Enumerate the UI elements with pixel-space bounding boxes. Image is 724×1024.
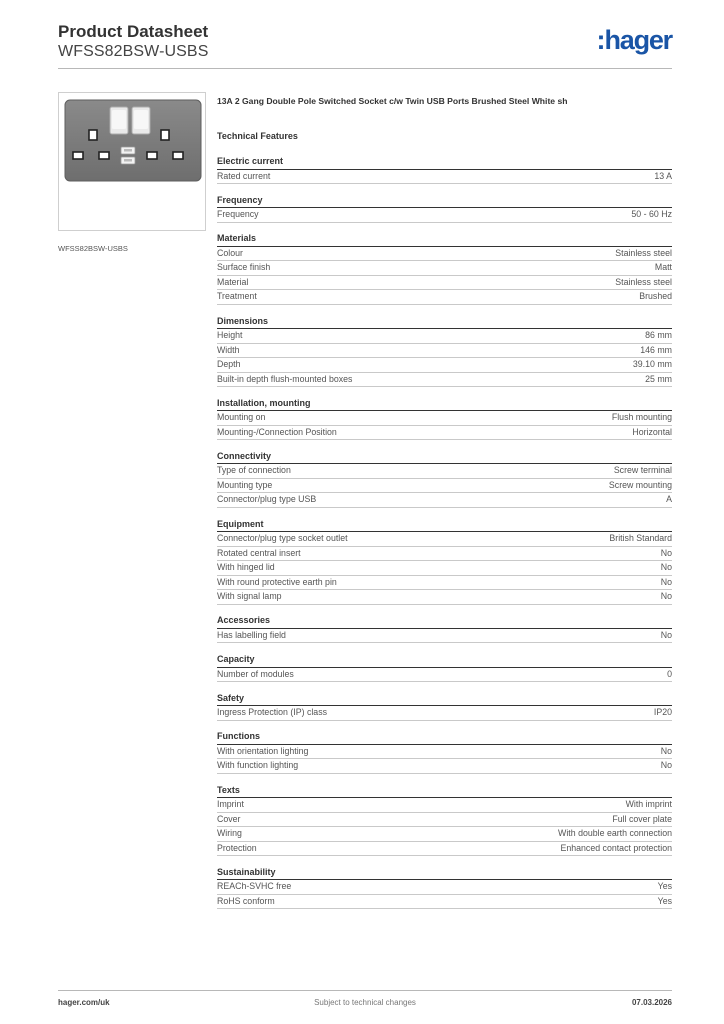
feature-value: Screw mounting (608, 479, 672, 490)
feature-row (217, 895, 672, 910)
feature-section (217, 730, 672, 774)
feature-row (217, 576, 672, 591)
feature-label: Connector/plug type socket outlet (217, 533, 348, 544)
feature-value: No (660, 576, 672, 587)
feature-row (217, 827, 672, 842)
feature-row (217, 561, 672, 576)
feature-value: With imprint (625, 799, 672, 810)
feature-label: Colour (217, 247, 243, 258)
technical-features-heading: Technical Features (217, 131, 298, 141)
feature-sections (217, 155, 672, 909)
feature-value: 0 (667, 668, 672, 679)
feature-value: No (660, 629, 672, 640)
feature-section (217, 614, 672, 643)
feature-row (217, 798, 672, 813)
logo-text: hager (604, 25, 672, 55)
datasheet-title: Product Datasheet (58, 22, 209, 41)
feature-label: Frequency (217, 209, 259, 220)
feature-label: Ingress Protection (IP) class (217, 707, 327, 718)
feature-label: Treatment (217, 291, 257, 302)
feature-row (217, 208, 672, 223)
section-title: Equipment (217, 518, 672, 533)
feature-value: Horizontal (632, 426, 672, 437)
feature-row (217, 373, 672, 388)
feature-value: Stainless steel (615, 247, 672, 258)
feature-row (217, 532, 672, 547)
feature-section (217, 315, 672, 388)
feature-row (217, 668, 672, 683)
feature-label: Imprint (217, 799, 244, 810)
feature-row (217, 880, 672, 895)
section-title: Functions (217, 730, 672, 745)
feature-value: Screw terminal (613, 465, 672, 476)
feature-row (217, 261, 672, 276)
feature-value: Stainless steel (615, 276, 672, 287)
feature-row (217, 426, 672, 441)
feature-label: Number of modules (217, 668, 294, 679)
feature-label: Height (217, 330, 243, 341)
feature-row (217, 813, 672, 828)
footer-divider (58, 990, 672, 991)
feature-section (217, 155, 672, 184)
feature-value: 50 - 60 Hz (631, 209, 672, 220)
feature-value: Flush mounting (611, 412, 672, 423)
header-divider (58, 68, 672, 69)
page-header (58, 22, 672, 70)
feature-section (217, 784, 672, 857)
section-title: Materials (217, 232, 672, 247)
product-image (58, 92, 206, 231)
feature-label: Type of connection (217, 465, 291, 476)
feature-section (217, 397, 672, 441)
feature-value: No (660, 760, 672, 771)
feature-label: Connector/plug type USB (217, 494, 317, 505)
section-title: Safety (217, 692, 672, 707)
feature-label: Rated current (217, 170, 271, 181)
feature-value: IP20 (653, 707, 672, 718)
feature-section (217, 232, 672, 305)
feature-row (217, 358, 672, 373)
feature-section (217, 653, 672, 682)
feature-section (217, 450, 672, 508)
footer-date: 07.03.2026 (631, 998, 672, 1007)
footer-disclaimer: Subject to technical changes (314, 998, 416, 1007)
feature-section (217, 518, 672, 605)
hager-logo: :hager (596, 25, 672, 55)
feature-row (217, 547, 672, 562)
feature-value: Yes (657, 881, 672, 892)
feature-row (217, 411, 672, 426)
feature-row (217, 759, 672, 774)
feature-value: No (660, 745, 672, 756)
feature-row (217, 706, 672, 721)
feature-value: No (660, 547, 672, 558)
feature-value: With double earth connection (558, 828, 672, 839)
feature-value: Full cover plate (612, 813, 672, 824)
feature-row (217, 590, 672, 605)
section-title: Accessories (217, 614, 672, 629)
feature-label: With hinged lid (217, 562, 275, 573)
feature-row (217, 276, 672, 291)
feature-label: With round protective earth pin (217, 576, 337, 587)
feature-label: With orientation lighting (217, 745, 309, 756)
feature-value: 86 mm (645, 330, 672, 341)
feature-label: Mounting type (217, 479, 273, 490)
feature-label: Wiring (217, 828, 242, 839)
feature-value: Matt (654, 262, 672, 273)
product-title: 13A 2 Gang Double Pole Switched Socket c/w Twin USB Ports Brushed Steel White sh (217, 96, 568, 106)
feature-label: Cover (217, 813, 241, 824)
section-title: Electric current (217, 155, 672, 170)
feature-value: Enhanced contact protection (560, 842, 672, 853)
feature-label: With signal lamp (217, 591, 282, 602)
feature-row (217, 344, 672, 359)
section-title: Frequency (217, 194, 672, 209)
feature-section (217, 194, 672, 223)
feature-row (217, 493, 672, 508)
feature-value: No (660, 591, 672, 602)
section-title: Texts (217, 784, 672, 799)
feature-value: 13 A (654, 170, 672, 181)
feature-label: Protection (217, 842, 257, 853)
section-title: Sustainability (217, 866, 672, 881)
feature-label: Has labelling field (217, 629, 286, 640)
feature-row (217, 247, 672, 262)
socket-illustration (59, 93, 207, 232)
feature-label: Mounting on (217, 412, 266, 423)
section-title: Connectivity (217, 450, 672, 465)
feature-row (217, 629, 672, 644)
feature-section (217, 692, 672, 721)
feature-label: Rotated central insert (217, 547, 301, 558)
feature-label: Material (217, 276, 249, 287)
feature-value: British Standard (609, 533, 672, 544)
section-title: Installation, mounting (217, 397, 672, 412)
feature-label: Surface finish (217, 262, 271, 273)
feature-label: RoHS conform (217, 895, 275, 906)
feature-value: Brushed (639, 291, 672, 302)
footer-website[interactable]: hager.com/uk (58, 998, 110, 1007)
feature-label: Depth (217, 359, 241, 370)
image-caption: WFSS82BSW-USBS (58, 244, 128, 253)
feature-value: No (660, 562, 672, 573)
feature-row (217, 745, 672, 760)
feature-row (217, 842, 672, 857)
page-footer (58, 998, 672, 1010)
product-code: WFSS82BSW-USBS (58, 43, 209, 60)
feature-label: With function lighting (217, 760, 299, 771)
feature-value: Yes (657, 895, 672, 906)
feature-row (217, 170, 672, 185)
feature-value: 25 mm (645, 373, 672, 384)
feature-value: 146 mm (640, 344, 672, 355)
datasheet-content (217, 94, 672, 919)
section-title: Capacity (217, 653, 672, 668)
feature-section (217, 866, 672, 910)
feature-label: REACh-SVHC free (217, 881, 292, 892)
feature-label: Mounting-/Connection Position (217, 426, 337, 437)
feature-value: A (666, 494, 672, 505)
feature-label: Built-in depth flush-mounted boxes (217, 373, 353, 384)
feature-row (217, 479, 672, 494)
feature-row (217, 290, 672, 305)
section-title: Dimensions (217, 315, 672, 330)
feature-row (217, 464, 672, 479)
feature-row (217, 329, 672, 344)
feature-label: Width (217, 344, 240, 355)
feature-value: 39.10 mm (632, 359, 672, 370)
